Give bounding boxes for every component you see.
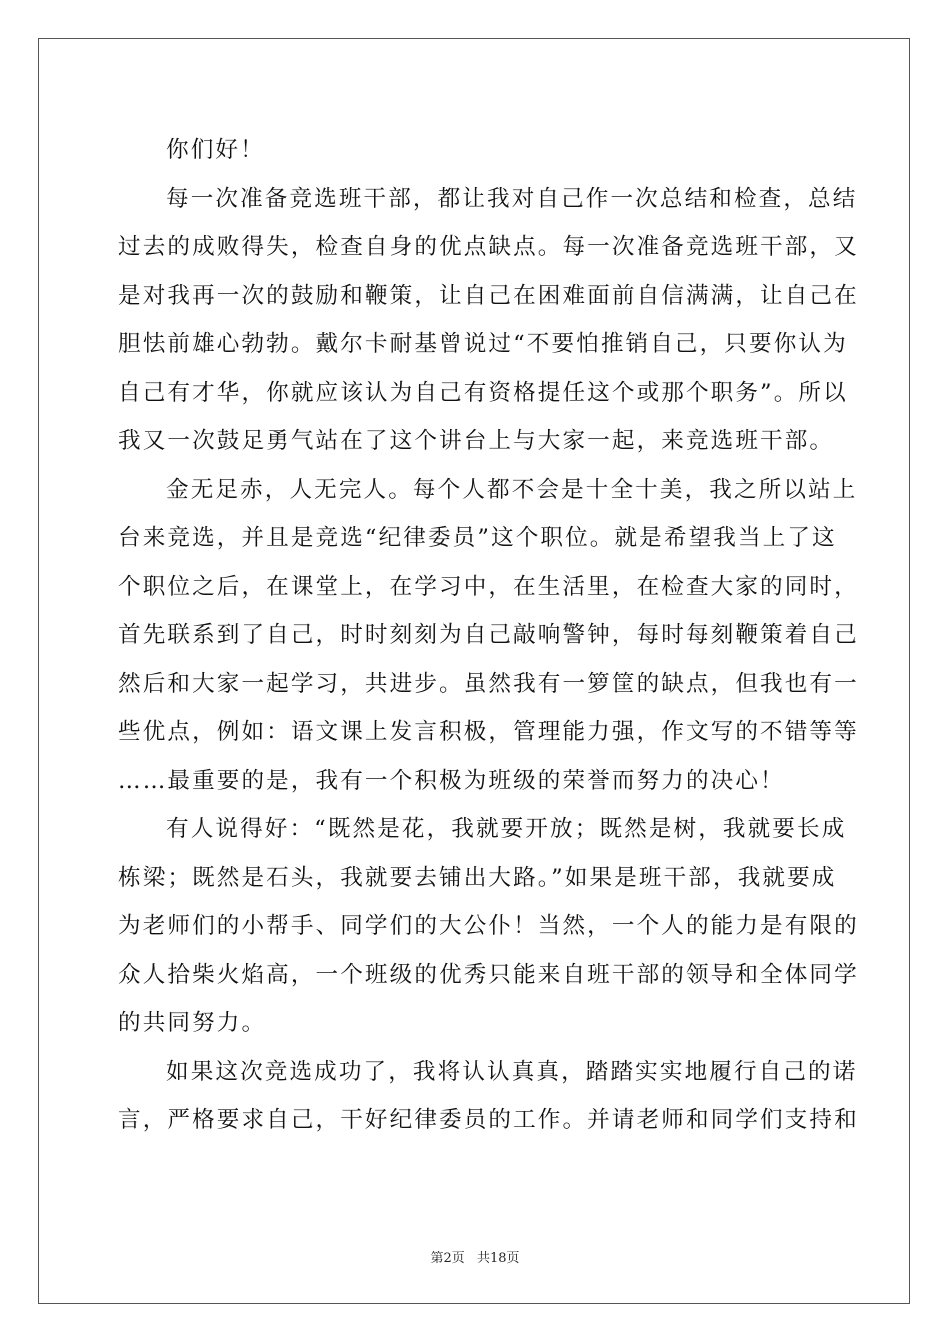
text-line: 如果这次竞选成功了，我将认认真真，踏踏实实地履行自己的诺 [166,1058,858,1085]
text-line: ……最重要的是，我有一个积极为班级的荣誉而努力的决心！ [118,767,785,794]
page-number: 第2页 [430,1251,465,1266]
text-line: 首先联系到了自己，时时刻刻为自己敲响警钟，每时每刻鞭策着自己 [118,622,859,648]
text-line: 的共同努力。 [118,1010,267,1036]
page-total: 共18页 [476,1251,520,1266]
text-line: 胆怯前雄心勃勃。戴尔卡耐基曾说过“不要怕推销自己，只要你认为 [118,331,848,357]
text-line: 你们好！ [166,137,265,163]
text-line: 自己有才华，你就应该认为自己有资格提任这个或那个职务”。所以 [118,379,848,406]
text-line: 每一次准备竞选班干部，都让我对自己作一次总结和检查，总结 [166,185,858,212]
text-line: 栋梁；既然是石头，我就要去铺出大路。”如果是班干部，我就要成 [118,864,837,891]
text-line: 我又一次鼓足勇气站在了这个讲台上与大家一起，来竞选班干部。 [118,428,835,454]
text-line: 个职位之后，在课堂上，在学习中，在生活里，在检查大家的同时， [118,573,859,600]
text-line: 然后和大家一起学习，共进步。虽然我有一箩筐的缺点，但我也有一 [118,670,859,697]
text-line: 言，严格要求自己，干好纪律委员的工作。并请老师和同学们支持和 [118,1107,859,1133]
text-line: 众人拾柴火焰高，一个班级的优秀只能来自班干部的领导和全体同学 [118,961,859,988]
text-line: 金无足赤，人无完人。每个人都不会是十全十美，我之所以站上 [166,476,858,503]
text-line: 有人说得好：“既然是花，我就要开放；既然是树，我就要长成 [166,816,847,842]
document-body [118,126,859,1145]
text-line: 些优点，例如：语文课上发言积极，管理能力强，作文写的不错等等 [118,719,859,745]
text-line: 过去的成败得失，检查自身的优点缺点。每一次准备竞选班干部，又 [118,234,859,260]
text-line: 台来竞选，并且是竞选“纪律委员”这个职位。就是希望我当上了这 [118,525,837,551]
text-line: 是对我再一次的鼓励和鞭策，让自己在困难面前自信满满，让自己在 [118,282,859,309]
page-footer [0,1247,950,1266]
text-line: 为老师们的小帮手、同学们的大公仆！当然，一个人的能力是有限的 [118,913,859,939]
